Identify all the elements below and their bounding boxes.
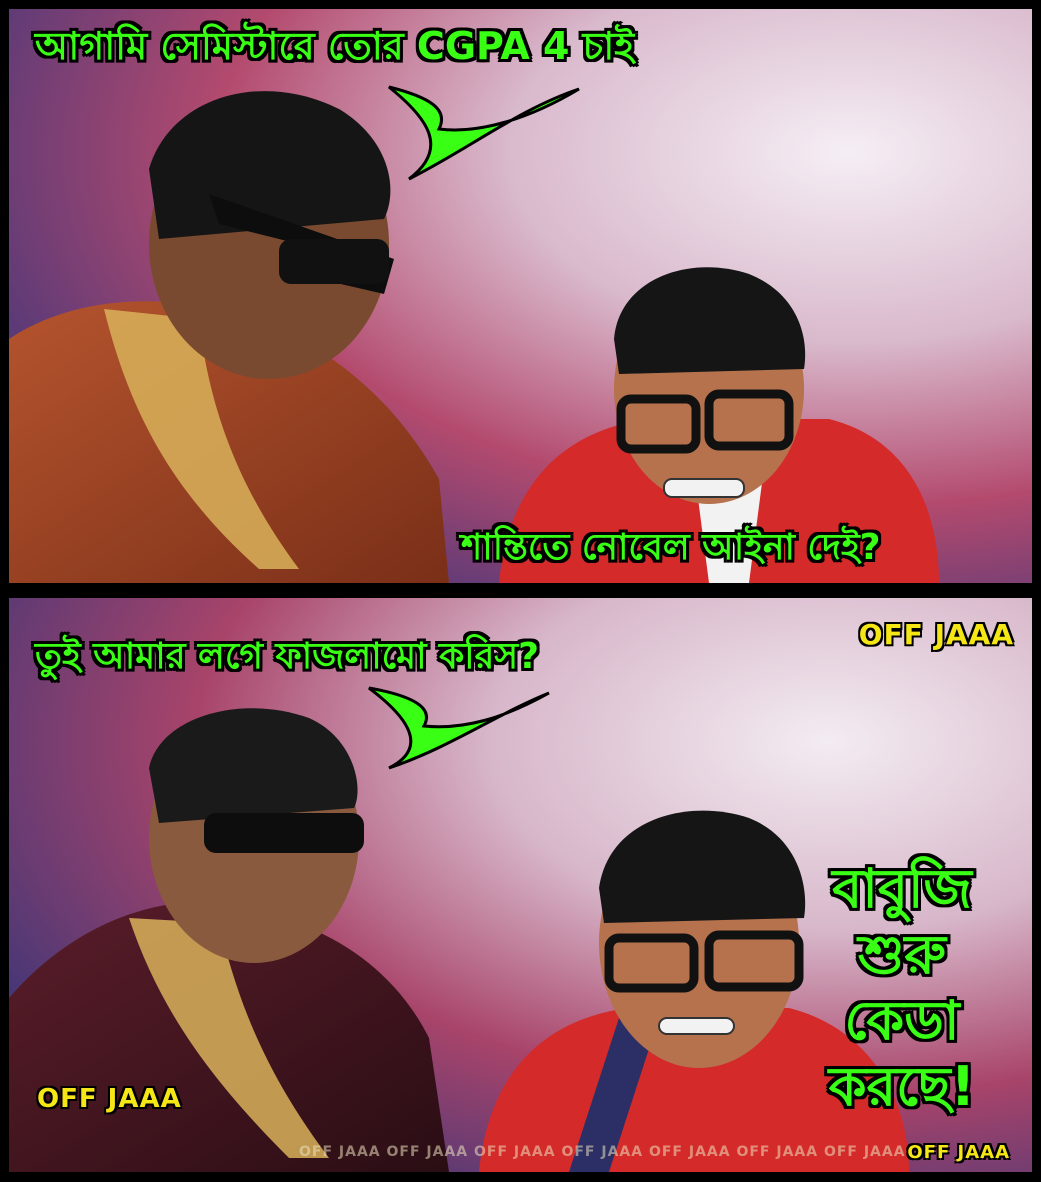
reply-line: করছে! — [828, 1054, 976, 1118]
bottom-speaker-caption: তুই আমার লগে ফাজলামো করিস? — [35, 636, 540, 677]
reply-line: শুরু — [858, 922, 946, 986]
bottom-reply-caption — [802, 856, 1002, 1120]
watermark-strip: OFF JAAA OFF JAAA OFF JAAA OFF JAAA OFF JAAA OFF JAAA OFF JAAA — [299, 1144, 906, 1160]
reply-line: বাবুজি — [832, 857, 972, 920]
top-reply-caption: শান্তিতে নোবেল আইনা দেই? — [461, 527, 881, 568]
top-speaker-caption: আগামি সেমিস্টারে তোর CGPA 4 চাই — [35, 24, 634, 68]
bottom-panel — [9, 598, 1032, 1172]
offjaaa-logo: OFF JAAA — [37, 1084, 182, 1114]
top-panel-scene — [9, 9, 1032, 583]
top-panel — [9, 9, 1032, 583]
reply-line: কেডা — [844, 988, 960, 1052]
offjaaa-logo: OFF JAAA — [858, 618, 1014, 651]
offjaaa-logo: OFF JAAA — [907, 1142, 1010, 1163]
